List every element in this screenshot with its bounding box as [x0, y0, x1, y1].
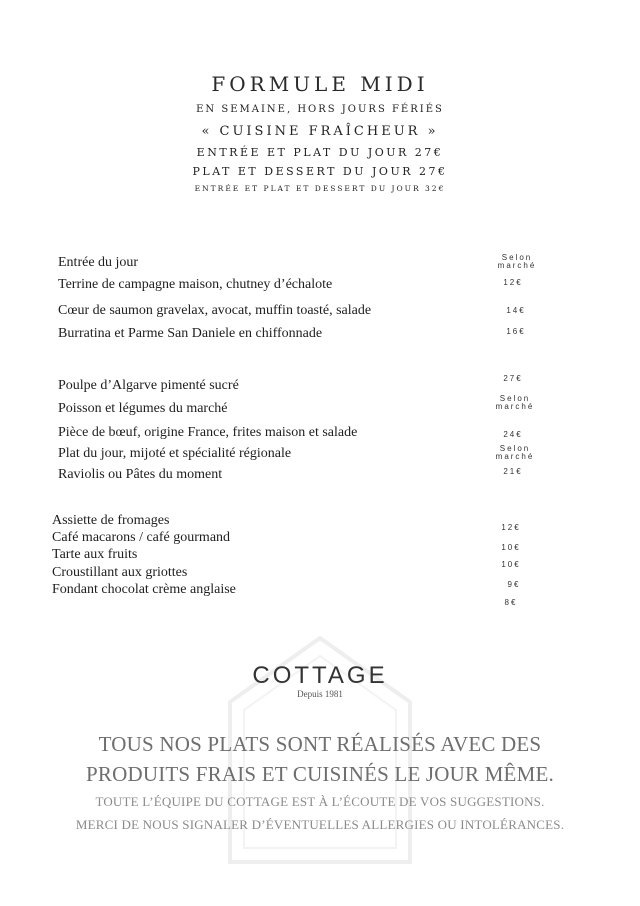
footer-statement-line2: PRODUITS FRAIS ET CUISINÉS LE JOUR MÊME. — [86, 762, 554, 786]
menu-item-price: 27€ — [503, 374, 523, 383]
footer-statement-line1: TOUS NOS PLATS SONT RÉALISÉS AVEC DES — [98, 732, 542, 756]
menu-item-name: Poulpe d’Algarve pimenté sucré — [58, 378, 239, 393]
menu-item-name: Terrine de campagne maison, chutney d’échalote — [58, 277, 333, 292]
formule-cuisine: « CUISINE FRAÎCHEUR » — [201, 124, 439, 139]
footer-note-line1: TOUTE L’ÉQUIPE DU COTTAGE EST À L’ÉCOUTE DE VOS SUGGESTIONS. — [95, 794, 545, 809]
menu-item-name: Assiette de fromages — [52, 513, 170, 528]
formule-subtitle: EN SEMAINE, HORS JOURS FÉRIÉS — [196, 104, 444, 115]
menu-item-price: 12€ — [501, 523, 521, 532]
menu-item-price: 9€ — [507, 580, 521, 589]
menu-item-price: 21€ — [503, 467, 523, 476]
menu-item-name: Café macarons / café gourmand — [52, 530, 231, 545]
cottage-logo-since: Depuis 1981 — [297, 689, 343, 699]
formule-title: FORMULE MIDI — [211, 72, 429, 96]
menu-item-price: 16€ — [506, 327, 526, 336]
menu-item-name: Tarte aux fruits — [52, 547, 138, 562]
menu-item-name: Raviolis ou Pâtes du moment — [58, 467, 223, 482]
menu-item-name: Cœur de saumon gravelax, avocat, muffin toasté, salade — [58, 303, 372, 318]
menu-item-price: Selon marché — [495, 444, 535, 461]
menu-item-name: Croustillant aux griottes — [52, 565, 188, 580]
formule-offer-full: ENTRÉE ET PLAT ET DESSERT DU JOUR 32€ — [194, 184, 446, 193]
menu-item-price: 14€ — [506, 306, 526, 315]
menu-item-price: 12€ — [503, 278, 523, 287]
menu-item-name: Plat du jour, mijoté et spécialité régionale — [58, 446, 292, 461]
menu-item-price: Selon marché — [495, 394, 535, 411]
menu-item-price: Selon marché — [497, 253, 537, 270]
menu-item-price: 24€ — [503, 430, 523, 439]
menu-item-price: 10€ — [501, 543, 521, 552]
cottage-logo-name: COTTAGE — [252, 662, 388, 689]
menu-item-name: Fondant chocolat crème anglaise — [52, 582, 236, 597]
menu-item-name: Pièce de bœuf, origine France, frites maison et salade — [58, 425, 358, 440]
formule-offer-plat-dessert: PLAT ET DESSERT DU JOUR 27€ — [192, 165, 448, 178]
menu-item-price: 10€ — [501, 560, 521, 569]
menu-item-name: Burratina et Parme San Daniele en chiffonnade — [58, 326, 323, 341]
menu-item-name: Entrée du jour — [58, 255, 139, 270]
menu-item-price: 8€ — [504, 598, 518, 607]
menu-item-name: Poisson et légumes du marché — [58, 401, 228, 416]
footer-note-line2: MERCI DE NOUS SIGNALER D’ÉVENTUELLES ALLERGIES OU INTOLÉRANCES. — [75, 817, 565, 832]
formule-offer-entree-plat: ENTRÉE ET PLAT DU JOUR 27€ — [196, 146, 444, 159]
